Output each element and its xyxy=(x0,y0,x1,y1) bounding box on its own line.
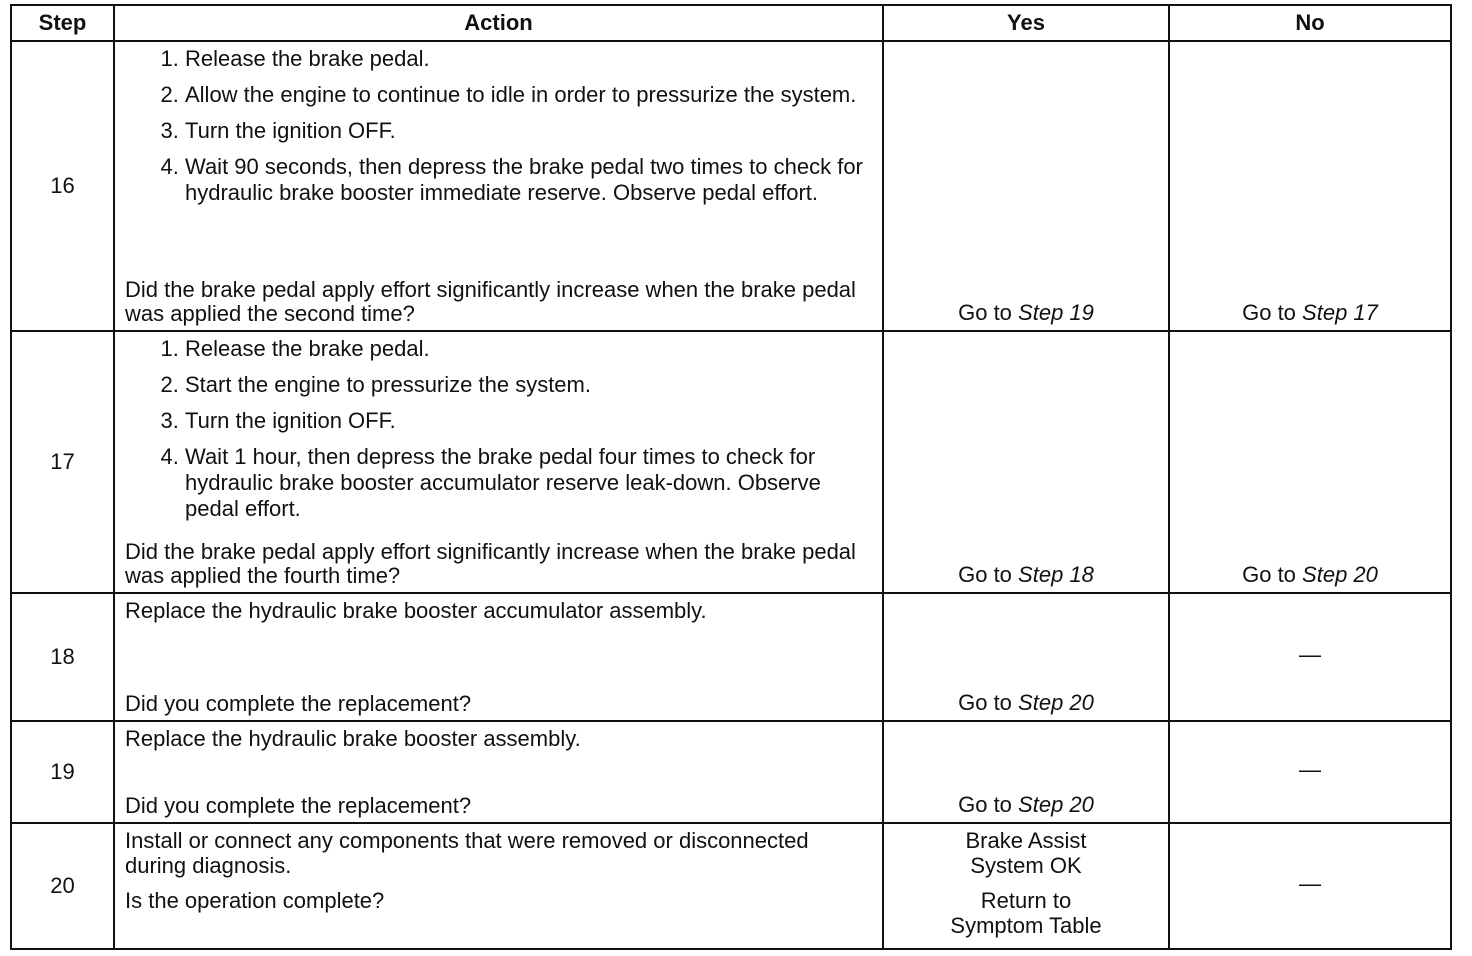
goto-target: Step 20 xyxy=(1018,690,1094,715)
table-row-step-17 xyxy=(11,331,1451,593)
step-number: 19 xyxy=(11,721,114,823)
yes-cell xyxy=(883,41,1169,331)
goto-prefix: Go to xyxy=(958,300,1012,325)
yes-goto[interactable] xyxy=(958,792,1094,817)
action-item: 4. Wait 1 hour, then depress the brake pedal four times to check for hydraulic brake booster accumulator reserve leak-down. Observe pedal effort. xyxy=(185,444,874,522)
action-cell xyxy=(114,331,883,593)
action-item: 1. Release the brake pedal. xyxy=(185,336,874,362)
yes-result-return[interactable]: Return to Symptom Table xyxy=(950,888,1102,938)
question-text: Is the operation complete? xyxy=(125,888,385,913)
instruction-text: Install or connect any components that were removed or disconnected during diagnosis. xyxy=(125,828,809,878)
action-item: 3. Turn the ignition OFF. xyxy=(185,118,874,144)
yes-cell xyxy=(883,823,1169,949)
yes-cell xyxy=(883,331,1169,593)
action-item: 1. Release the brake pedal. xyxy=(185,46,874,72)
diagnostic-table xyxy=(10,4,1452,950)
action-list xyxy=(125,336,874,532)
step-number: 16 xyxy=(11,41,114,331)
action-item: 4. Wait 90 seconds, then depress the brake pedal two times to check for hydraulic brake booster immediate reserve. Observe pedal effort. xyxy=(185,154,874,206)
goto-prefix: Go to xyxy=(1242,300,1296,325)
goto-target: Step 18 xyxy=(1018,562,1094,587)
yes-cell xyxy=(883,593,1169,721)
yes-result-ok[interactable]: Brake Assist System OK xyxy=(965,828,1087,878)
step-number: 18 xyxy=(11,593,114,721)
no-cell xyxy=(1169,721,1451,823)
table-row-step-20 xyxy=(11,823,1451,949)
no-cell xyxy=(1169,593,1451,721)
table-row-step-16 xyxy=(11,41,1451,331)
header-no: No xyxy=(1169,5,1451,41)
goto-target: Step 17 xyxy=(1302,300,1378,325)
action-item: 3. Turn the ignition OFF. xyxy=(185,408,874,434)
yes-goto[interactable] xyxy=(958,562,1094,587)
no-dash: — xyxy=(1299,642,1321,667)
step-number: 20 xyxy=(11,823,114,949)
goto-prefix: Go to xyxy=(958,562,1012,587)
yes-goto[interactable] xyxy=(958,690,1094,715)
no-goto[interactable] xyxy=(1242,300,1378,325)
yes-cell xyxy=(883,721,1169,823)
action-item: 2. Start the engine to pressurize the system. xyxy=(185,372,874,398)
question-text: Did you complete the replacement? xyxy=(125,691,472,716)
header-step: Step xyxy=(11,5,114,41)
header-yes: Yes xyxy=(883,5,1169,41)
goto-target: Step 19 xyxy=(1018,300,1094,325)
step-number: 17 xyxy=(11,331,114,593)
action-list xyxy=(125,46,874,216)
no-cell xyxy=(1169,823,1451,949)
instruction-text: Replace the hydraulic brake booster assembly. xyxy=(125,726,581,751)
action-item: 2. Allow the engine to continue to idle in order to pressurize the system. xyxy=(185,82,874,108)
goto-target: Step 20 xyxy=(1302,562,1378,587)
yes-goto[interactable] xyxy=(958,300,1094,325)
header-row xyxy=(11,5,1451,41)
table-row-step-18 xyxy=(11,593,1451,721)
no-goto[interactable] xyxy=(1242,562,1378,587)
no-cell xyxy=(1169,41,1451,331)
action-cell xyxy=(114,823,883,949)
no-dash: — xyxy=(1299,871,1321,896)
header-action: Action xyxy=(114,5,883,41)
goto-prefix: Go to xyxy=(958,690,1012,715)
goto-prefix: Go to xyxy=(1242,562,1296,587)
question-text: Did the brake pedal apply effort significantly increase when the brake pedal was applied the fourth time? xyxy=(125,539,856,588)
no-cell xyxy=(1169,331,1451,593)
instruction-text: Replace the hydraulic brake booster accumulator assembly. xyxy=(125,598,707,623)
action-cell xyxy=(114,721,883,823)
question-text: Did you complete the replacement? xyxy=(125,793,472,818)
goto-prefix: Go to xyxy=(958,792,1012,817)
action-cell xyxy=(114,593,883,721)
action-cell xyxy=(114,41,883,331)
question-text: Did the brake pedal apply effort significantly increase when the brake pedal was applied the second time? xyxy=(125,277,856,326)
no-dash: — xyxy=(1299,757,1321,782)
table-row-step-19 xyxy=(11,721,1451,823)
goto-target: Step 20 xyxy=(1018,792,1094,817)
